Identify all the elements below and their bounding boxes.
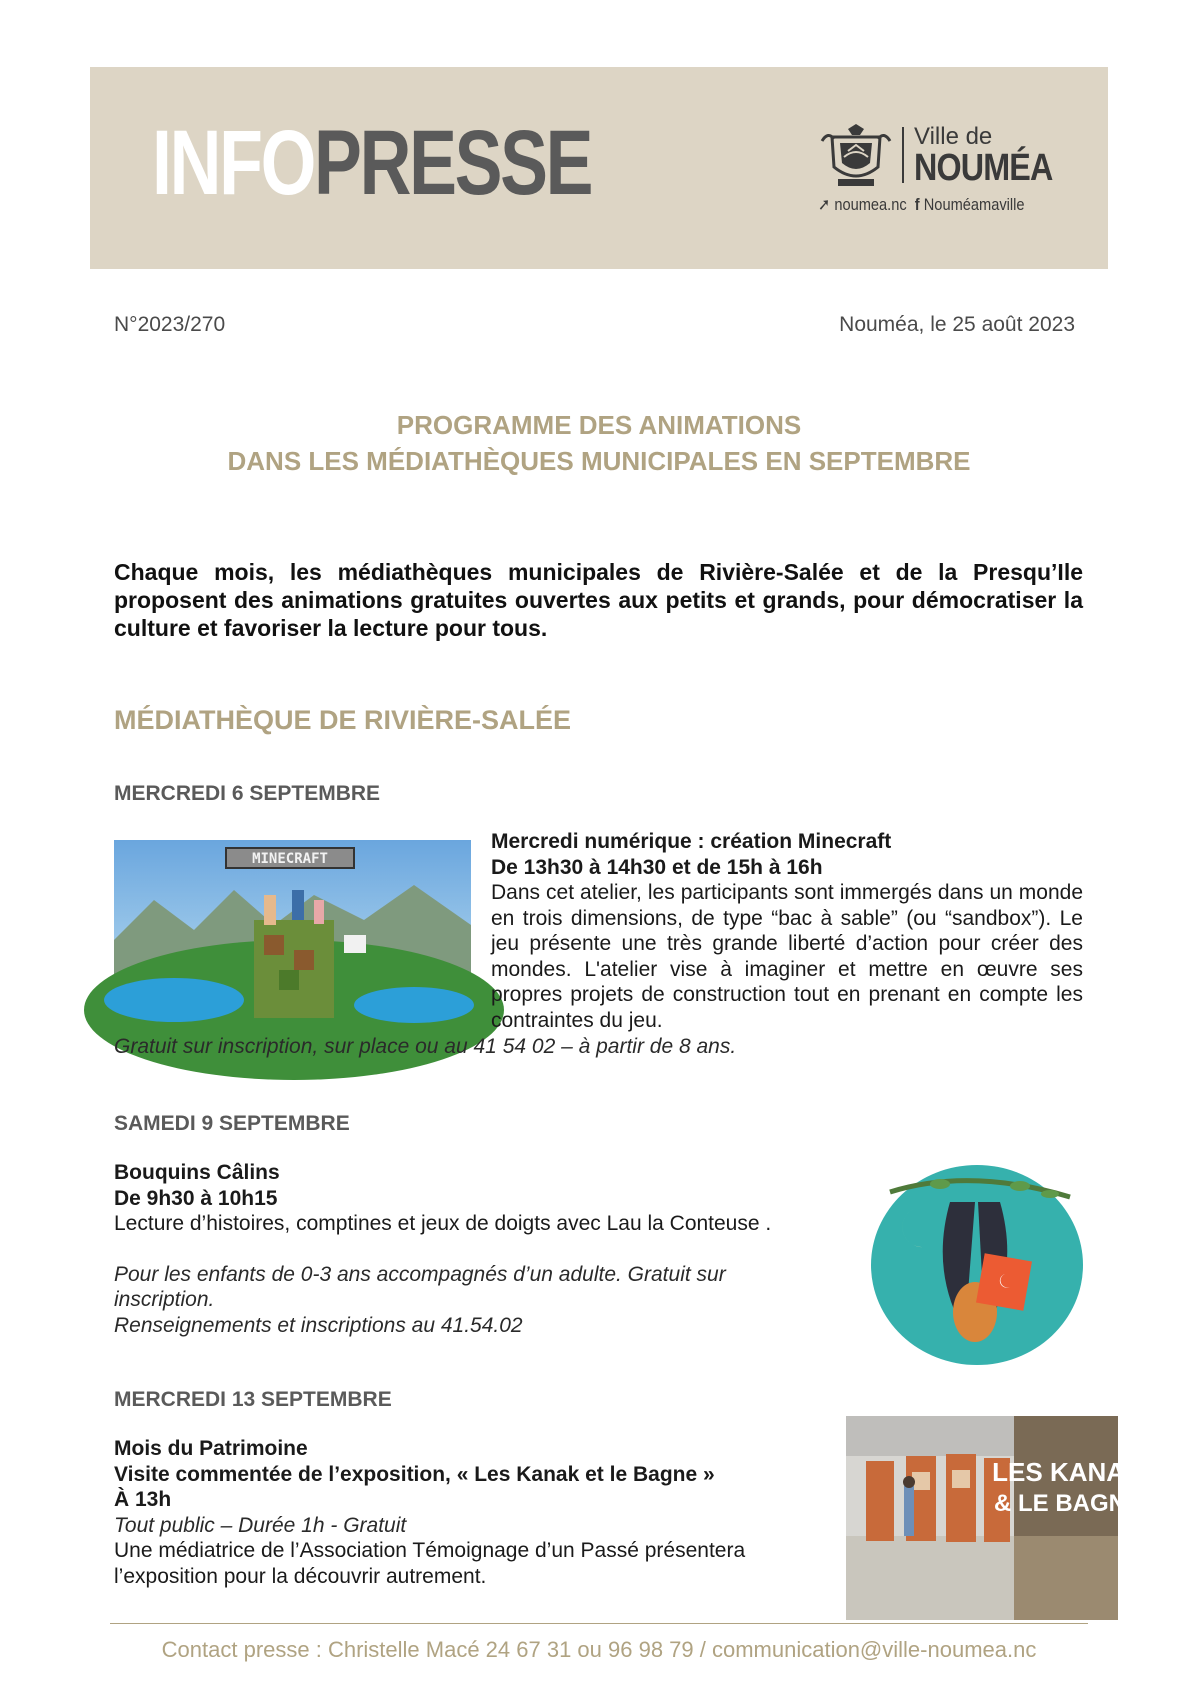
event-title: Mois du Patrimoine	[114, 1437, 308, 1460]
event-note: Tout public – Durée 1h - Gratuit	[114, 1513, 407, 1537]
event-title: Mercredi numérique : création Minecraft	[491, 830, 892, 853]
event-time: À 13h	[114, 1488, 172, 1511]
event-note-block	[114, 1034, 1083, 1060]
bat-reading-image	[870, 1162, 1084, 1367]
logo-ville-de: Ville de	[914, 123, 993, 150]
minecraft-illustration	[114, 840, 471, 1018]
event-details	[114, 1436, 814, 1589]
footer-contact: Contact presse : Christelle Macé 24 67 31 ou 96 98 79 / communication@ville-noumea.nc	[161, 1637, 1037, 1662]
event-description: Lecture d’histoires, comptines et jeux de doigts avec Lau la Conteuse .	[114, 1212, 772, 1235]
press-number: N°2023/270	[114, 313, 226, 336]
event-details	[491, 829, 1083, 1033]
brand-info: INFO	[152, 112, 315, 214]
event-note: Pour les enfants de 0-3 ans accompagnés d’un adulte. Gratuit sur inscription.	[114, 1262, 726, 1311]
event-day: MERCREDI 6 SEPTEMBRE	[114, 782, 381, 805]
logo-website[interactable]: noumea.nc	[834, 195, 907, 214]
logo-facebook[interactable]: Nouméamaville	[923, 195, 1025, 214]
event-note: Gratuit sur inscription, sur place ou au 41 54 02 – à partir de 8 ans.	[114, 1035, 737, 1058]
ville-noumea-logo	[818, 123, 1058, 213]
page-title-line2: DANS LES MÉDIATHÈQUES MUNICIPALES EN SEPTEMBRE	[227, 446, 971, 476]
section-title: MÉDIATHÈQUE DE RIVIÈRE-SALÉE	[114, 705, 572, 735]
logo-separator	[902, 127, 904, 183]
header-banner	[90, 67, 1108, 269]
page-title-line1: PROGRAMME DES ANIMATIONS	[396, 410, 802, 440]
facebook-icon: f	[914, 195, 920, 214]
event-details	[114, 1160, 814, 1338]
bat-illustration	[870, 1162, 1084, 1367]
event-description: Une médiatrice de l’Association Témoignage d’un Passé présentera l’exposition pour la découvrir autrement.	[114, 1539, 746, 1588]
press-date: Nouméa, le 25 août 2023	[839, 313, 1075, 336]
exhibition-illustration	[846, 1416, 1144, 1620]
brand-wordmark	[152, 112, 592, 214]
event-time: De 13h30 à 14h30 et de 15h à 16h	[491, 855, 823, 879]
logo-links	[818, 195, 1025, 215]
exhibition-photo	[846, 1416, 1144, 1620]
minecraft-image	[114, 840, 471, 1018]
logo-noumea: NOUMÉA	[914, 147, 1053, 189]
footer-divider	[110, 1623, 1088, 1624]
intro-paragraph: Chaque mois, les médiathèques municipales de Rivière-Salée et de la Presqu’Ile proposent des animations gratuites ouvertes aux petits et grands, pour démocratiser la culture et favoriser la lecture pour tous.	[114, 559, 1083, 641]
event-description: Dans cet atelier, les participants sont immergés dans un monde en trois dimensions, de type “bac à sable” (ou “sandbox”). Le jeu présente une très grande liberté d’action pour créer des mondes. L'atelier vise à imaginer et mettre en œuvre ses propres projets de construction tout en prenant en compte les contraintes du jeu.	[491, 881, 1083, 1032]
event-contact: Renseignements et inscriptions au 41.54.02	[114, 1313, 523, 1337]
event-subtitle: Visite commentée de l’exposition, « Les Kanak et le Bagne »	[114, 1462, 715, 1486]
exhibition-text-1: LES KANAK	[992, 1457, 1144, 1487]
brand-presse: PRESSE	[314, 112, 592, 214]
event-time: De 9h30 à 10h15	[114, 1186, 278, 1210]
city-crest-icon	[818, 123, 894, 189]
exhibition-text-2: & LE BAGNE	[993, 1490, 1143, 1517]
event-day: SAMEDI 9 SEPTEMBRE	[114, 1112, 350, 1135]
event-title: Bouquins Câlins	[114, 1161, 280, 1184]
event-day: MERCREDI 13 SEPTEMBRE	[114, 1388, 392, 1411]
minecraft-logo-text: MINECRAFT	[252, 851, 328, 867]
website-icon: ➚	[818, 195, 831, 214]
